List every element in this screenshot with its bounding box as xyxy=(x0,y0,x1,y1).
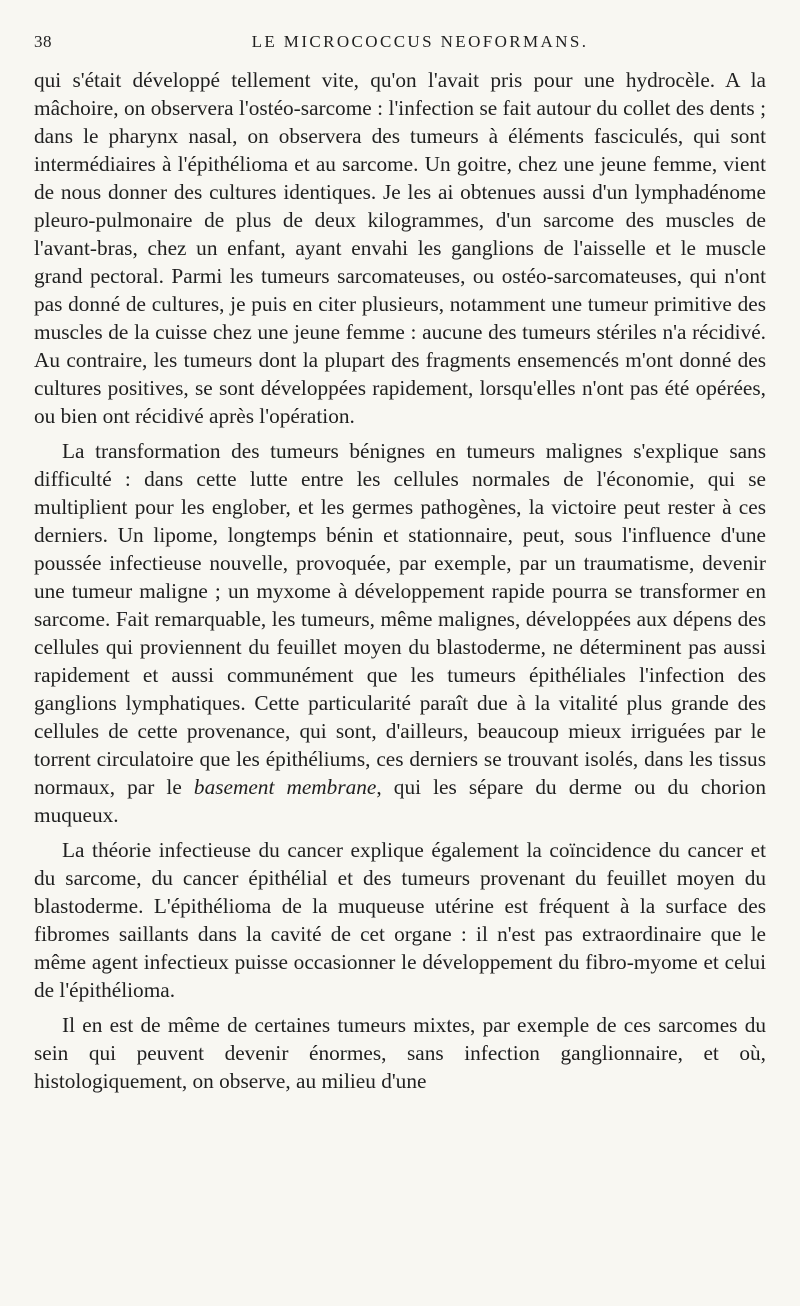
paragraph-transformation xyxy=(34,437,766,829)
page-number: 38 xyxy=(34,32,52,51)
paragraph-continued: qui s'était développé tellement vite, qu'on l'avait pris pour une hydrocèle. A la mâchoire, on observera l'ostéo-sarcome : l'infection se fait autour du collet des dents ; dans le pharynx nasal, on observera des tumeurs à éléments fasciculés, qui sont intermédiaires à l'épithélioma et au sarcome. Un goitre, chez une jeune femme, vient de nous donner des cultures identiques. Je les ai obtenues aussi d'un lymphadénome pleuro-pulmonaire de plus de deux kilogrammes, d'un sarcome des muscles de l'avant-bras, chez un enfant, ayant envahi les ganglions de l'aisselle et le muscle grand pectoral. Parmi les tumeurs sarcomateuses, ou ostéo-sarcomateuses, qui n'ont pas donné de cultures, je puis en citer plusieurs, notamment une tumeur primitive des muscles de la cuisse chez une jeune femme : aucune des tumeurs stériles n'a récidivé. Au contraire, les tumeurs dont la plupart des fragments ensemencés m'ont donné des cultures positives, se sont développées rapidement, lorsqu'elles n'ont pas été opérées, ou bien ont récidivé après l'opération. xyxy=(34,68,766,428)
paragraph-mixed-tumors: Il en est de même de certaines tumeurs mixtes, par exemple de ces sarcomes du sein qui peuvent devenir énormes, sans infection ganglionnaire, et où, histologiquement, on observe, au milieu d'une xyxy=(34,1013,766,1093)
italic-term-basement-membrane: basement membrane xyxy=(193,775,377,799)
paragraph-infectious-theory: La théorie infectieuse du cancer explique également la coïncidence du cancer et du sarcome, du cancer épithélial et des tumeurs provenant du feuillet moyen du blastoderme. L'épithélioma de la muqueuse utérine est fréquent à la surface des fibromes saillants dans la cavité de cet organe : il n'est pas extraordinaire que le même agent infectieux puisse occasionner le développement du fibro-myome et celui de l'épithélioma. xyxy=(34,838,766,1002)
running-title: LE MICROCOCCUS NEOFORMANS. xyxy=(251,32,589,51)
body-text xyxy=(34,66,766,1095)
running-head xyxy=(34,28,766,54)
paragraph-text: , qui les sépare du derme ou du chorion muqueux. xyxy=(34,775,766,827)
paragraph-text: La transformation des tumeurs bénignes en tumeurs malignes s'explique sans difficulté : dans cette lutte entre les cellules normales de l'économie, qui se multiplient pour les englober, et les germes pathogènes, la victoire peut rester à ces derniers. Un lipome, longtemps bénin et stationnaire, peut, sous l'influence d'une poussée infectieuse nouvelle, provoquée, par exemple, par un traumatisme, devenir une tumeur maligne ; un myxome à développement rapide pourra se transformer en sarcome. Fait remarquable, les tumeurs, même malignes, développées aux dépens des cellules qui proviennent du feuillet moyen du blastoderme, ne déterminent pas aussi rapidement et aussi communément que les tumeurs épithéliales l'infection des ganglions lymphatiques. Cette particularité paraît due à la vitalité plus grande des cellules de cette provenance, qui sont, d'ailleurs, beaucoup mieux irriguées par le torrent circulatoire que les épithéliums, ces derniers se trouvant isolés, dans les tissus normaux, par le xyxy=(34,439,766,799)
